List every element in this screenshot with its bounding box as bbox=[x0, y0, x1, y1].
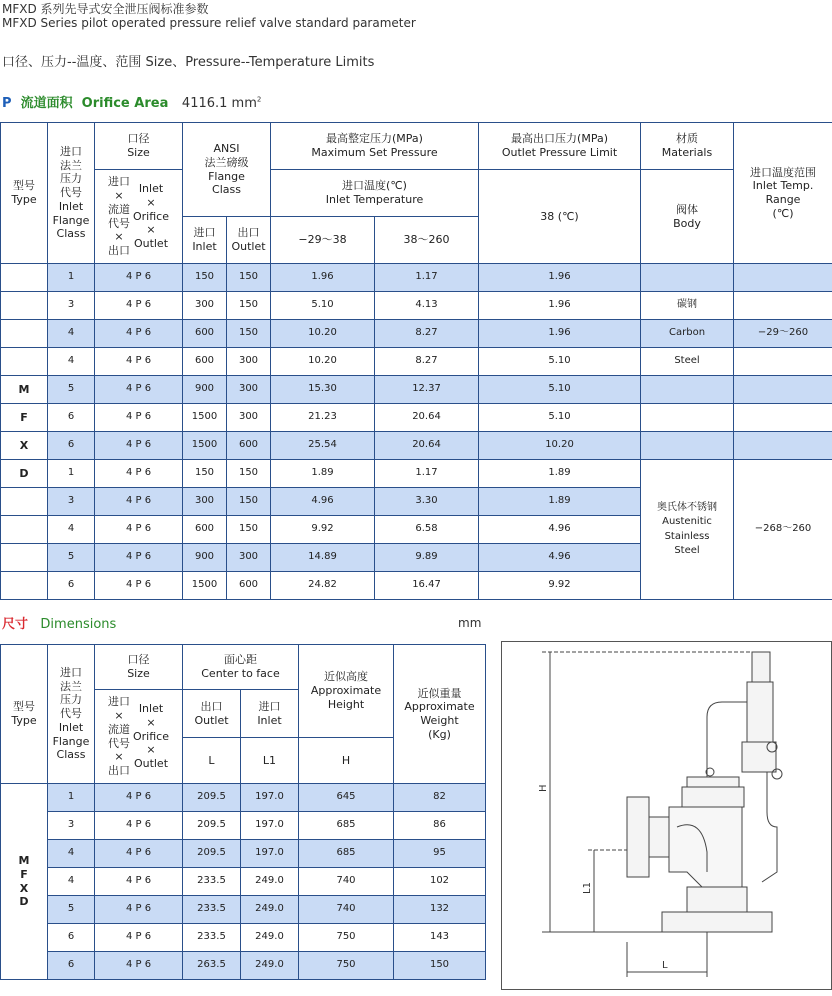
type-letter: D bbox=[19, 895, 29, 909]
table-row bbox=[1, 460, 832, 488]
table-cell: 300 bbox=[183, 488, 227, 516]
title-cn: MFXD 系列先导式安全泄压阀标准参数 bbox=[2, 2, 209, 16]
table-cell: 4 P 6 bbox=[95, 924, 183, 952]
header-outlet-limit: 最高出口压力(MPa) Outlet Pressure Limit bbox=[479, 123, 641, 170]
range-cell bbox=[734, 264, 832, 292]
table-cell: 4 P 6 bbox=[95, 460, 183, 488]
table-row bbox=[1, 376, 832, 404]
valve-drawing bbox=[501, 641, 832, 990]
dim-type-cell bbox=[1, 784, 48, 980]
table-cell: 900 bbox=[183, 544, 227, 572]
table-cell: 197.0 bbox=[241, 840, 299, 868]
table-cell: 3 bbox=[48, 488, 95, 516]
table-cell: 750 bbox=[299, 952, 394, 980]
header-inlet-flange: 进口 法兰 压力 代号 Inlet Flange Class bbox=[48, 123, 95, 264]
table-cell: 6 bbox=[48, 952, 95, 980]
table-cell: 5 bbox=[48, 376, 95, 404]
table-row bbox=[1, 292, 832, 320]
table-row bbox=[1, 348, 832, 376]
table-cell: 1.96 bbox=[479, 292, 641, 320]
table-cell: 95 bbox=[394, 840, 486, 868]
table-cell: 6 bbox=[48, 432, 95, 460]
table-cell: 150 bbox=[227, 292, 271, 320]
dimensions-unit: mm bbox=[458, 616, 482, 630]
dim-header-weight: 近似重量 Approximate Weight (Kg) bbox=[394, 645, 486, 784]
table-cell: 197.0 bbox=[241, 812, 299, 840]
dim-header-inlet-flange: 进口 法兰 压力 代号 Inlet Flange Class bbox=[48, 645, 95, 784]
table-cell: 8.27 bbox=[375, 348, 479, 376]
table-cell: 1.96 bbox=[479, 320, 641, 348]
table-cell: 4 bbox=[48, 840, 95, 868]
table-cell: 10.20 bbox=[271, 348, 375, 376]
table-cell: 5.10 bbox=[479, 404, 641, 432]
range-cell bbox=[734, 404, 832, 432]
table-cell: 1500 bbox=[183, 404, 227, 432]
table-cell: 25.54 bbox=[271, 432, 375, 460]
type-letter-cell bbox=[1, 320, 48, 348]
parameter-table bbox=[0, 122, 832, 600]
type-letter-cell bbox=[1, 544, 48, 572]
dim-header-outlet: 出口 Outlet bbox=[183, 690, 241, 738]
table-row bbox=[1, 840, 486, 868]
subtitle: 口径、压力--温度、范围 Size、Pressure--Temperature Limits bbox=[2, 55, 375, 70]
table-cell: 150 bbox=[227, 320, 271, 348]
table-cell: 4 P 6 bbox=[95, 896, 183, 924]
type-letter-cell: X bbox=[1, 432, 48, 460]
table-cell: 1 bbox=[48, 264, 95, 292]
table-cell: 263.5 bbox=[183, 952, 241, 980]
table-cell: 1.96 bbox=[479, 264, 641, 292]
table-cell: 3 bbox=[48, 812, 95, 840]
range-cell-stainless: −268～260 bbox=[734, 460, 832, 600]
material-cell bbox=[641, 264, 734, 292]
header-materials: 材质 Materials bbox=[641, 123, 734, 170]
range-cell bbox=[734, 348, 832, 376]
table-cell: 1.17 bbox=[375, 460, 479, 488]
table-cell: 5.10 bbox=[271, 292, 375, 320]
orifice-label-en: Orifice Area bbox=[81, 96, 169, 111]
type-letter-cell: F bbox=[1, 404, 48, 432]
table-cell: 233.5 bbox=[183, 924, 241, 952]
header-ansi: ANSI 法兰磅级 Flange Class bbox=[183, 123, 271, 217]
table-cell: 10.20 bbox=[479, 432, 641, 460]
table-cell: 600 bbox=[183, 516, 227, 544]
table-cell: 14.89 bbox=[271, 544, 375, 572]
table-cell: 4 P 6 bbox=[95, 544, 183, 572]
dimensions-heading: 尺寸 Dimensions bbox=[2, 617, 117, 632]
table-cell: 21.23 bbox=[271, 404, 375, 432]
table-cell: 20.64 bbox=[375, 432, 479, 460]
dim-header-c2f: 面心距 Center to face bbox=[183, 645, 299, 690]
table-cell: 600 bbox=[227, 572, 271, 600]
table-cell: 3 bbox=[48, 292, 95, 320]
table-cell: 300 bbox=[227, 348, 271, 376]
material-cell-stainless bbox=[641, 460, 734, 600]
range-cell bbox=[734, 292, 832, 320]
table-row bbox=[1, 404, 832, 432]
table-cell: 249.0 bbox=[241, 896, 299, 924]
table-cell: 5 bbox=[48, 544, 95, 572]
table-cell: 16.47 bbox=[375, 572, 479, 600]
table-cell: 740 bbox=[299, 868, 394, 896]
table-cell: 82 bbox=[394, 784, 486, 812]
table-cell: 4 P 6 bbox=[95, 516, 183, 544]
table-cell: 8.27 bbox=[375, 320, 479, 348]
type-letter: M bbox=[18, 854, 30, 867]
table-cell: 20.64 bbox=[375, 404, 479, 432]
range-cell: −29～260 bbox=[734, 320, 832, 348]
header-temp1: −29～38 bbox=[271, 217, 375, 264]
table-cell: 24.82 bbox=[271, 572, 375, 600]
label-L: L bbox=[662, 960, 668, 971]
material-cell: Carbon bbox=[641, 320, 734, 348]
dim-header-type: 型号 Type bbox=[1, 645, 48, 784]
table-row bbox=[1, 924, 486, 952]
table-cell: 1500 bbox=[183, 432, 227, 460]
table-cell: 4 bbox=[48, 868, 95, 896]
table-cell: 4 P 6 bbox=[95, 488, 183, 516]
table-cell: 4.96 bbox=[271, 488, 375, 516]
table-row bbox=[1, 896, 486, 924]
type-letter-cell bbox=[1, 516, 48, 544]
table-cell: 150 bbox=[183, 460, 227, 488]
table-cell: 6 bbox=[48, 572, 95, 600]
table-cell: 1.89 bbox=[479, 460, 641, 488]
table-cell: 150 bbox=[227, 488, 271, 516]
material-cell bbox=[641, 432, 734, 460]
dim-header-H: H bbox=[299, 738, 394, 784]
table-cell: 197.0 bbox=[241, 784, 299, 812]
dim-header-size-sub: 进口 × 流道 代号 × 出口 Inlet × Orifice × Outlet bbox=[95, 690, 183, 784]
table-cell: 1.89 bbox=[479, 488, 641, 516]
table-cell: 6 bbox=[48, 924, 95, 952]
material-text: Stainless bbox=[664, 530, 710, 542]
table-cell: 150 bbox=[183, 264, 227, 292]
header-type: 型号 Type bbox=[1, 123, 48, 264]
range-cell bbox=[734, 432, 832, 460]
table-cell: 4 P 6 bbox=[95, 376, 183, 404]
dimensions-table bbox=[0, 644, 486, 980]
type-letter-cell bbox=[1, 292, 48, 320]
range-cell bbox=[734, 376, 832, 404]
table-cell: 209.5 bbox=[183, 784, 241, 812]
table-cell: 5.10 bbox=[479, 376, 641, 404]
table-cell: 102 bbox=[394, 868, 486, 896]
table-cell: 4 P 6 bbox=[95, 952, 183, 980]
table-cell: 685 bbox=[299, 840, 394, 868]
table-cell: 4 P 6 bbox=[95, 572, 183, 600]
table-cell: 1.17 bbox=[375, 264, 479, 292]
label-H: H bbox=[538, 784, 549, 792]
table-cell: 4 P 6 bbox=[95, 840, 183, 868]
table-cell: 249.0 bbox=[241, 868, 299, 896]
dim-header-L1: L1 bbox=[241, 738, 299, 784]
dim-header-height: 近似高度 Approximate Height bbox=[299, 645, 394, 738]
table-cell: 900 bbox=[183, 376, 227, 404]
table-cell: 12.37 bbox=[375, 376, 479, 404]
header-size: 口径 Size bbox=[95, 123, 183, 170]
table-row bbox=[1, 432, 832, 460]
table-cell: 10.20 bbox=[271, 320, 375, 348]
table-cell: 1.89 bbox=[271, 460, 375, 488]
valve-drawing-svg bbox=[502, 642, 831, 989]
table-cell: 4 P 6 bbox=[95, 868, 183, 896]
header-temp2: 38～260 bbox=[375, 217, 479, 264]
table-cell: 233.5 bbox=[183, 868, 241, 896]
table-cell: 300 bbox=[183, 292, 227, 320]
table-cell: 143 bbox=[394, 924, 486, 952]
title-en: MFXD Series pilot operated pressure relief valve standard parameter bbox=[2, 16, 416, 30]
material-text: Austenitic bbox=[662, 516, 712, 527]
table-cell: 150 bbox=[227, 264, 271, 292]
dim-header-L: L bbox=[183, 738, 241, 784]
table-cell: 600 bbox=[183, 320, 227, 348]
header-max-set: 最高整定压力(MPa) Maximum Set Pressure bbox=[271, 123, 479, 170]
table-cell: 4 bbox=[48, 516, 95, 544]
table-cell: 300 bbox=[227, 376, 271, 404]
type-letter-cell bbox=[1, 348, 48, 376]
table-cell: 4 P 6 bbox=[95, 264, 183, 292]
table-cell: 4.96 bbox=[479, 516, 641, 544]
header-inlet-range: 进口温度范围 Inlet Temp. Range (℃) bbox=[734, 123, 832, 264]
header-size-sub: 进口 × 流道 代号 × 出口 Inlet × Orifice × Outlet bbox=[95, 170, 183, 264]
material-text: 奥氏体不锈钢 bbox=[657, 501, 718, 513]
table-cell: 15.30 bbox=[271, 376, 375, 404]
table-cell: 4.13 bbox=[375, 292, 479, 320]
material-cell bbox=[641, 376, 734, 404]
table-cell: 9.92 bbox=[271, 516, 375, 544]
table-cell: 300 bbox=[227, 544, 271, 572]
header-ansi-outlet: 出口 Outlet bbox=[227, 217, 271, 264]
table-row bbox=[1, 952, 486, 980]
table-cell: 645 bbox=[299, 784, 394, 812]
header-inlet-temp: 进口温度(℃) Inlet Temperature bbox=[271, 170, 479, 217]
table-row bbox=[1, 784, 486, 812]
table-cell: 1500 bbox=[183, 572, 227, 600]
table-cell: 4.96 bbox=[479, 544, 641, 572]
type-letter-cell bbox=[1, 488, 48, 516]
table-cell: 150 bbox=[227, 516, 271, 544]
table-cell: 4 bbox=[48, 348, 95, 376]
table-cell: 209.5 bbox=[183, 812, 241, 840]
table-cell: 249.0 bbox=[241, 952, 299, 980]
table-row bbox=[1, 264, 832, 292]
type-letter-cell bbox=[1, 264, 48, 292]
table-cell: 300 bbox=[227, 404, 271, 432]
table-row bbox=[1, 812, 486, 840]
type-letter: X bbox=[19, 881, 29, 895]
table-cell: 249.0 bbox=[241, 924, 299, 952]
table-cell: 750 bbox=[299, 924, 394, 952]
type-letter-cell: D bbox=[1, 460, 48, 488]
table-cell: 600 bbox=[183, 348, 227, 376]
table-cell: 4 P 6 bbox=[95, 292, 183, 320]
material-cell bbox=[641, 404, 734, 432]
table-cell: 4 P 6 bbox=[95, 812, 183, 840]
material-text: Steel bbox=[674, 545, 700, 556]
table-cell: 4 P 6 bbox=[95, 404, 183, 432]
table-cell: 740 bbox=[299, 896, 394, 924]
type-letter-cell bbox=[1, 572, 48, 600]
material-cell: 碳钢 bbox=[641, 292, 734, 320]
type-letter: F bbox=[20, 867, 28, 881]
table-cell: 1.96 bbox=[271, 264, 375, 292]
orifice-value: 4116.1 $mm^2$ bbox=[181, 95, 262, 111]
table-cell: 600 bbox=[227, 432, 271, 460]
table-cell: 1 bbox=[48, 460, 95, 488]
table-cell: 1 bbox=[48, 784, 95, 812]
table-cell: 4 P 6 bbox=[95, 432, 183, 460]
type-letter-cell: M bbox=[1, 376, 48, 404]
orifice-letter: P bbox=[2, 96, 12, 111]
orifice-heading bbox=[2, 92, 261, 111]
table-cell: 5.10 bbox=[479, 348, 641, 376]
table-row bbox=[1, 868, 486, 896]
header-body: 阀体 Body bbox=[641, 170, 734, 264]
header-ansi-inlet: 进口 Inlet bbox=[183, 217, 227, 264]
dim-header-inlet: 进口 Inlet bbox=[241, 690, 299, 738]
table-cell: 9.89 bbox=[375, 544, 479, 572]
table-cell: 5 bbox=[48, 896, 95, 924]
table-cell: 132 bbox=[394, 896, 486, 924]
material-cell: Steel bbox=[641, 348, 734, 376]
table-cell: 233.5 bbox=[183, 896, 241, 924]
table-cell: 86 bbox=[394, 812, 486, 840]
orifice-label-cn: 流道面积 bbox=[20, 96, 73, 111]
dim-header-size: 口径 Size bbox=[95, 645, 183, 690]
table-cell: 150 bbox=[227, 460, 271, 488]
table-cell: 4 P 6 bbox=[95, 320, 183, 348]
table-cell: 3.30 bbox=[375, 488, 479, 516]
table-cell: 685 bbox=[299, 812, 394, 840]
table-row bbox=[1, 320, 832, 348]
table-cell: 6 bbox=[48, 404, 95, 432]
table-cell: 9.92 bbox=[479, 572, 641, 600]
table-cell: 4 P 6 bbox=[95, 348, 183, 376]
header-outlet-temp: 38 (℃) bbox=[479, 170, 641, 264]
table-cell: 209.5 bbox=[183, 840, 241, 868]
table-cell: 4 bbox=[48, 320, 95, 348]
table-cell: 150 bbox=[394, 952, 486, 980]
table-cell: 4 P 6 bbox=[95, 784, 183, 812]
label-L1: L1 bbox=[582, 882, 593, 894]
table-cell: 6.58 bbox=[375, 516, 479, 544]
